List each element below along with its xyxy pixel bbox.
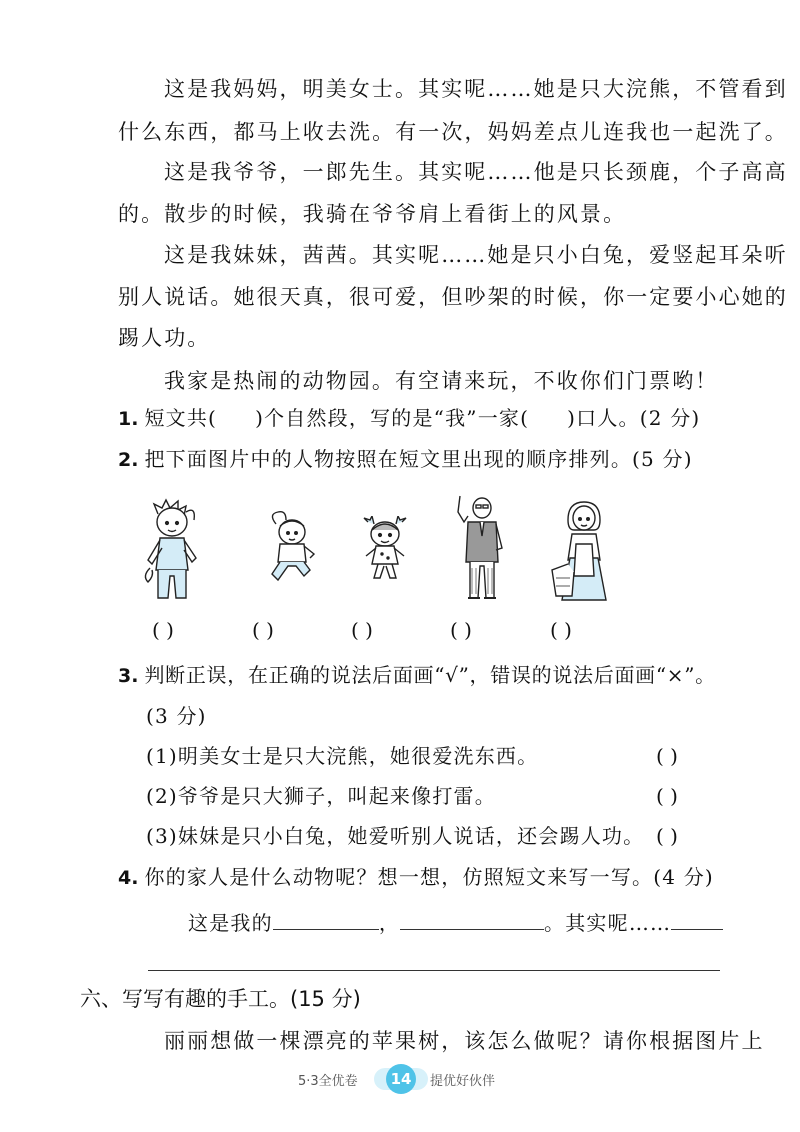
passage-line-7: 踢人功。 <box>118 326 211 350</box>
question-1-number: 1. <box>118 408 139 430</box>
page-footer <box>0 1062 800 1096</box>
order-answer-3[interactable]: ( ) <box>351 618 373 642</box>
judgement-answer-1[interactable]: ( ) <box>656 744 678 768</box>
fill-blank-name[interactable] <box>400 907 544 930</box>
question-3-text: 判断正误，在正确的说法后面画“√”，错误的说法后面画“×”。 <box>144 663 716 687</box>
question-3-score: (3 分) <box>146 704 207 728</box>
passage-line-6: 别人说话。她很天真，很可爱，但吵架的时候，你一定要小心她的 <box>118 285 788 309</box>
judgement-item-1: (1)明美女士是只大浣熊，她很爱洗东西。 <box>146 744 539 768</box>
fill-prefix: 这是我的 <box>188 911 273 935</box>
little-girl-figure <box>360 516 410 582</box>
passage-line-3: 这是我爷爷，一郎先生。其实呢……他是只长颈鹿，个子高高 <box>164 160 788 184</box>
passage-line-8: 我家是热闹的动物园。有空请来玩，不收你们门票哟！ <box>164 369 719 393</box>
fill-blank-animal[interactable] <box>671 907 723 930</box>
question-4-text: 你的家人是什么动物呢？想一想，仿照短文来写一写。(4 分) <box>144 865 714 889</box>
fill-middle: 。其实呢…… <box>544 911 672 935</box>
passage-line-5: 这是我妹妹，茜茜。其实呢……她是只小白兔，爱竖起耳朵听 <box>164 243 788 267</box>
baby-figure <box>262 510 320 584</box>
boy-in-pajamas-figure <box>140 496 210 608</box>
question-3-number: 3. <box>118 665 139 687</box>
question-2-number: 2. <box>118 449 139 471</box>
footer-right-label: 提优好伙伴 <box>430 1074 496 1089</box>
mother-figure <box>550 500 616 606</box>
page-number-badge: 14 <box>386 1064 416 1094</box>
passage-line-4: 的。散步的时候，我骑在爷爷肩上看街上的风景。 <box>118 202 627 226</box>
question-1-part3: )口人。(2 分) <box>567 406 701 430</box>
fill-blank-family-member[interactable] <box>273 907 379 930</box>
section-6-title: 六、写写有趣的手工。(15 分) <box>80 987 361 1011</box>
question-1-part2: )个自然段，写的是“我”一家( <box>255 406 530 430</box>
question-4 <box>118 862 714 893</box>
order-answer-4[interactable]: ( ) <box>450 618 472 642</box>
passage-line-2: 什么东西，都马上收去洗。有一次，妈妈差点儿连我也一起洗了。 <box>118 120 788 144</box>
grandfather-figure <box>448 492 510 606</box>
question-4-fill-line <box>188 907 723 938</box>
question-2-text: 把下面图片中的人物按照在短文里出现的顺序排列。(5 分) <box>144 447 693 471</box>
judgement-answer-3[interactable]: ( ) <box>656 824 678 848</box>
question-2 <box>118 444 693 475</box>
question-3 <box>118 660 716 691</box>
question-1 <box>118 403 700 434</box>
footer-left-label: 5·3全优卷 <box>298 1074 358 1089</box>
order-answer-5[interactable]: ( ) <box>550 618 572 642</box>
question-4-number: 4. <box>118 867 139 889</box>
passage-line-1: 这是我妈妈，明美女士。其实呢……她是只大浣熊，不管看到 <box>164 77 788 101</box>
order-answer-2[interactable]: ( ) <box>252 618 274 642</box>
question-1-part1: 短文共( <box>144 406 218 430</box>
judgement-answer-2[interactable]: ( ) <box>656 784 678 808</box>
judgement-item-3: (3)妹妹是只小白兔，她爱听别人说话，还会踢人功。 <box>146 824 645 848</box>
answer-writing-line[interactable] <box>148 970 720 971</box>
section-6-text: 丽丽想做一棵漂亮的苹果树，该怎么做呢？请你根据图片上 <box>164 1029 765 1053</box>
judgement-item-2: (2)爷爷是只大狮子，叫起来像打雷。 <box>146 784 496 808</box>
fill-comma: ， <box>378 911 401 935</box>
order-answer-1[interactable]: ( ) <box>152 618 174 642</box>
